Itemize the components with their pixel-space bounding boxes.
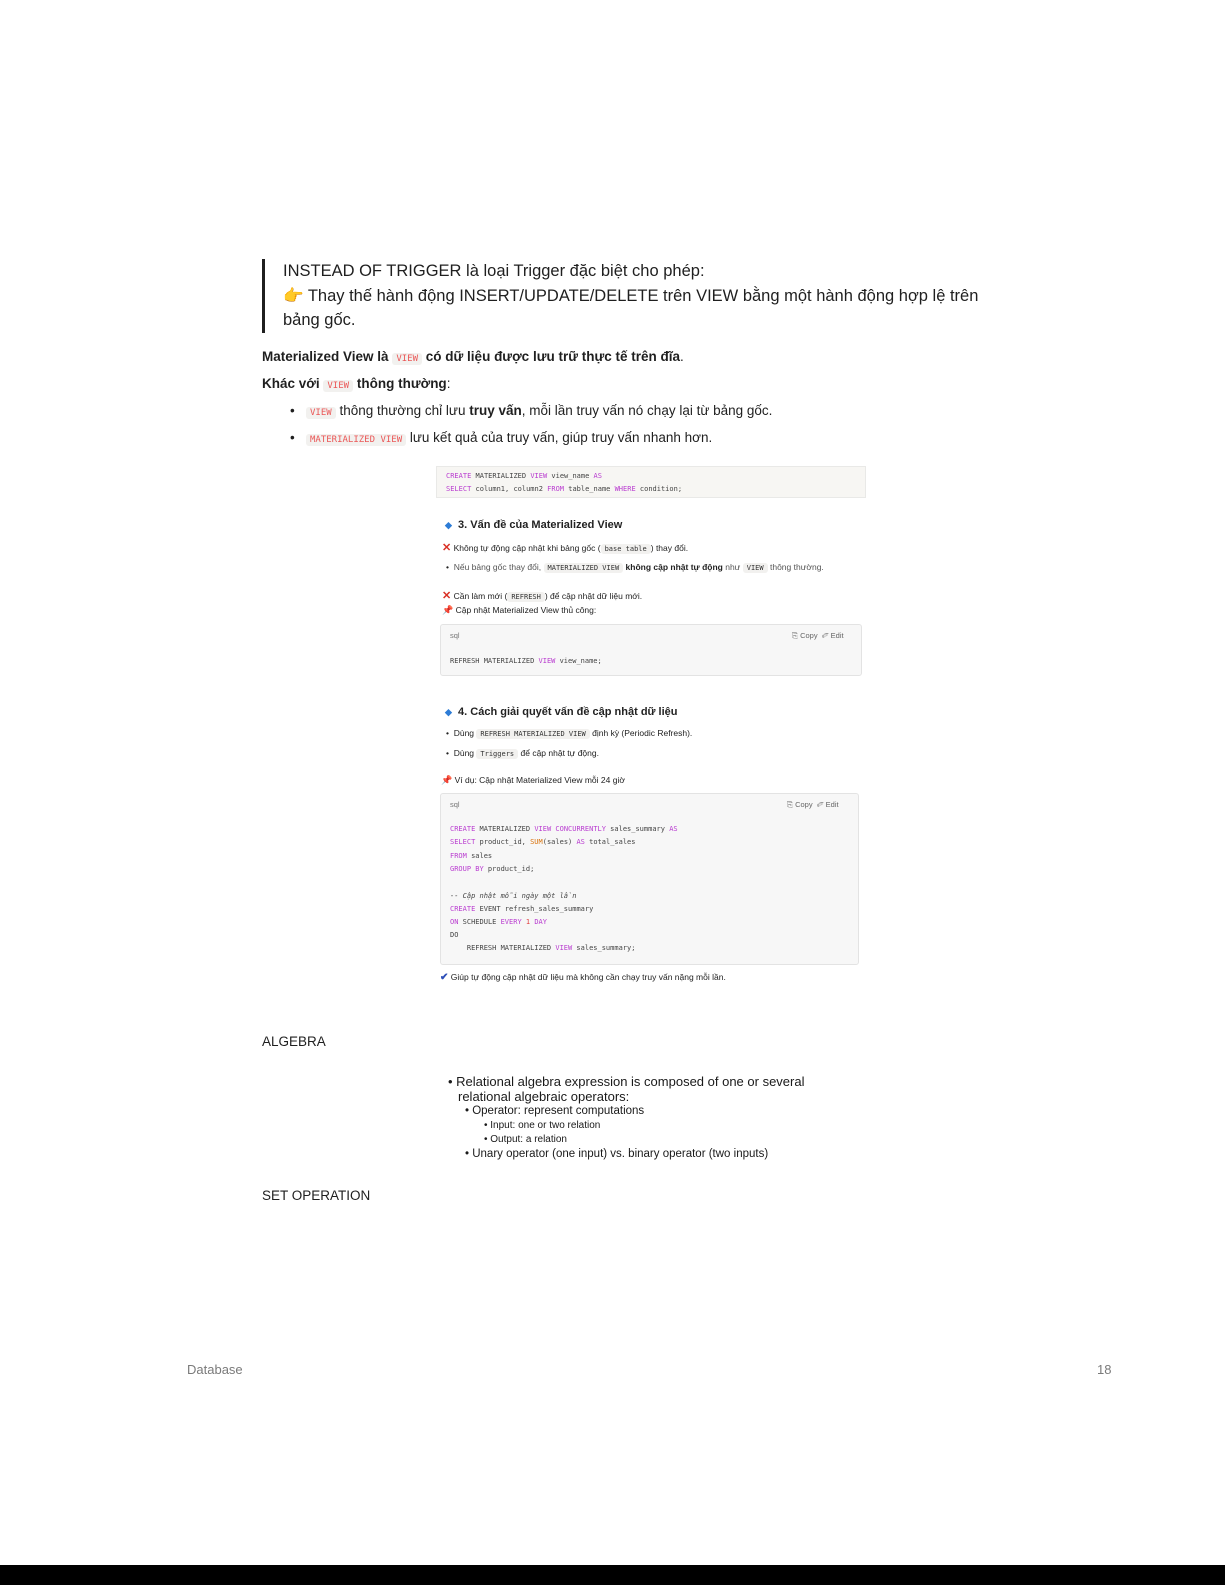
solution-2: • Dùng Triggers để cập nhật tự động. bbox=[446, 748, 599, 758]
code-line: FROM sales bbox=[450, 852, 493, 860]
heading-3: ◆ 3. Vấn đề của Materialized View bbox=[445, 519, 623, 531]
page-number: 18 bbox=[1097, 1362, 1112, 1377]
red-cross-icon: ✕ bbox=[442, 590, 452, 602]
code-line: REFRESH MATERIALIZED VIEW sales_summary; bbox=[450, 944, 636, 952]
embedded-slide: • Relational algebra expression is composed of one or several relational algebraic operators: • Operator: represent computations • Input: one or two relation • Output: a relation • Unary operator (one input) vs. binary operator (two inputs) bbox=[448, 1074, 805, 1160]
pushpin-icon: 📌 bbox=[442, 605, 454, 615]
code-block-create: CREATE MATERIALIZED VIEW view_name AS SELECT column1, column2 FROM table_name WHERE condition; bbox=[436, 466, 866, 498]
pin-note-2: 📌 Ví dụ: Cập nhật Materialized View mỗi 24 giờ bbox=[441, 775, 625, 785]
code-block-refresh: sql ⎘ Copy ✐ Edit REFRESH MATERIALIZED VIEW view_name; bbox=[440, 624, 862, 676]
bullet-list bbox=[290, 401, 772, 455]
pointing-hand-icon: 👉 bbox=[283, 286, 304, 305]
code-language-label: sql bbox=[450, 631, 460, 640]
code-line: SELECT product_id, SUM(sales) AS total_sales bbox=[450, 838, 636, 846]
inline-code: VIEW bbox=[392, 353, 422, 365]
quote-line-2: Thay thế hành động INSERT/UPDATE/DELETE trên VIEW bằng một hành động hợp lệ trên bbox=[303, 286, 979, 305]
edit-button[interactable]: ✐ Edit bbox=[816, 800, 839, 809]
code-language-label: sql bbox=[450, 800, 460, 809]
embedded-screenshot bbox=[436, 466, 866, 991]
copy-button[interactable]: ⎘ Copy bbox=[787, 800, 813, 809]
check-note: ✔ Giúp tự động cập nhật dữ liệu mà không cần chạy truy vấn nặng mỗi lần. bbox=[440, 972, 726, 983]
list-item: • VIEW thông thường chỉ lưu truy vấn, mỗi lần truy vấn nó chạy lại từ bảng gốc. bbox=[290, 401, 772, 428]
edit-button[interactable]: ✐ Edit bbox=[821, 631, 844, 640]
pin-note-1: 📌 Cập nhật Materialized View thủ công: bbox=[442, 605, 597, 615]
code-block-event bbox=[440, 793, 859, 965]
footer-document-title: Database bbox=[187, 1362, 243, 1377]
copy-button[interactable]: ⎘ Copy bbox=[792, 631, 818, 640]
heading-4: ◆ 4. Cách giải quyết vấn đề cập nhật dữ liệu bbox=[445, 706, 678, 718]
code-line: GROUP BY product_id; bbox=[450, 865, 535, 873]
code-line: CREATE MATERIALIZED VIEW CONCURRENTLY sales_summary AS bbox=[450, 825, 678, 833]
code-line: CREATE EVENT refresh_sales_summary bbox=[450, 905, 594, 913]
blue-diamond-icon: ◆ bbox=[445, 520, 452, 530]
inline-code: MATERIALIZED VIEW bbox=[306, 434, 406, 446]
inline-code: VIEW bbox=[306, 407, 336, 419]
blue-diamond-icon: ◆ bbox=[445, 707, 452, 717]
code-line: DO bbox=[450, 931, 459, 939]
bottom-bar bbox=[0, 1565, 1225, 1585]
callout-quote bbox=[262, 259, 1043, 333]
quote-line-1: INSTEAD OF TRIGGER là loại Trigger đặc biệt cho phép: bbox=[283, 262, 705, 280]
problem-1: ✕ Không tự động cập nhật khi bảng gốc ( base table ) thay đổi. bbox=[442, 542, 689, 554]
algebra-heading: ALGEBRA bbox=[262, 1034, 326, 1049]
problem-2: ✕ Cần làm mới ( REFRESH ) để cập nhật dữ liệu mới. bbox=[442, 590, 643, 602]
paragraph-materialized-definition: Materialized View là VIEW có dữ liệu được lưu trữ thực tế trên đĩa. bbox=[262, 349, 684, 364]
solution-1: • Dùng REFRESH MATERIALIZED VIEW định kỳ (Periodic Refresh). bbox=[446, 728, 693, 738]
code-line: ON SCHEDULE EVERY 1 DAY bbox=[450, 918, 547, 926]
quote-line-3: bảng gốc. bbox=[283, 311, 356, 329]
inline-code: VIEW bbox=[323, 380, 353, 392]
code-comment: -- Cập nhật mỗi ngày một lần bbox=[450, 892, 577, 900]
set-operation-heading: SET OPERATION bbox=[262, 1188, 371, 1203]
pushpin-icon: 📌 bbox=[441, 775, 453, 785]
problem-1-detail: • Nếu bảng gốc thay đổi, MATERIALIZED VIEW không cập nhật tự động như VIEW thông thường. bbox=[446, 562, 824, 572]
red-cross-icon: ✕ bbox=[442, 542, 452, 554]
list-item: • MATERIALIZED VIEW lưu kết quả của truy vấn, giúp truy vấn nhanh hơn. bbox=[290, 428, 772, 455]
checkmark-icon: ✔ bbox=[440, 972, 449, 983]
paragraph-difference: Khác với VIEW thông thường: bbox=[262, 376, 451, 391]
